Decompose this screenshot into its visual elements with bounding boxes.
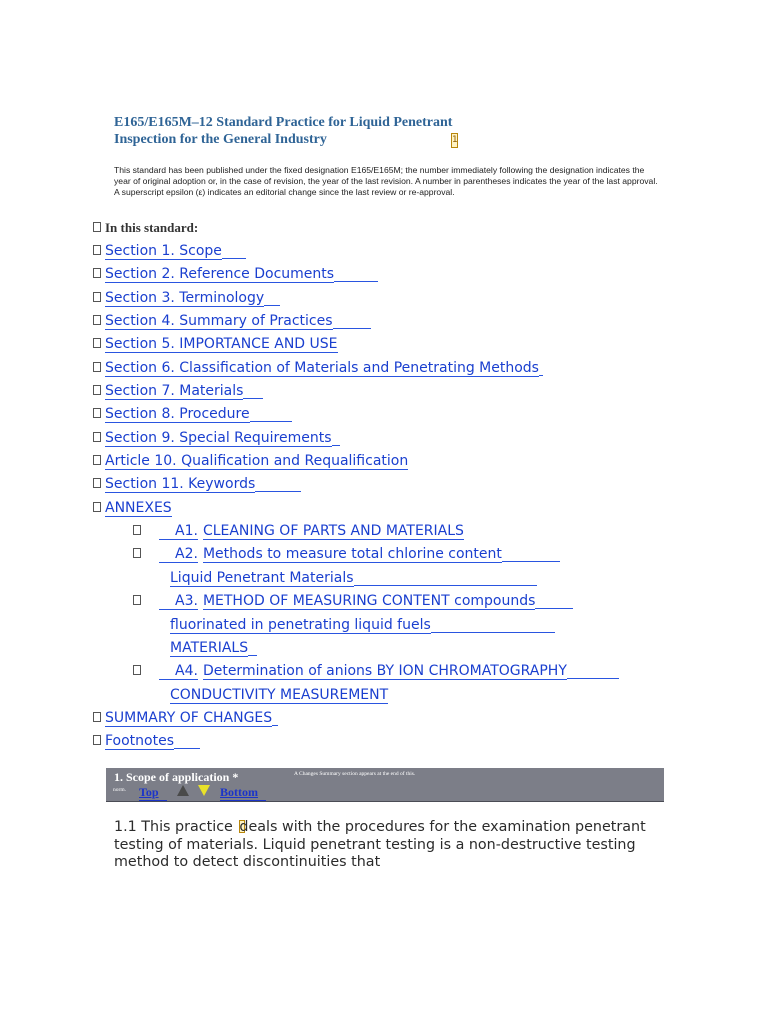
checkbox-icon <box>93 292 101 302</box>
checkbox-icon <box>93 408 101 418</box>
section-small-label: norm. <box>113 787 126 793</box>
checkbox-icon <box>93 385 101 395</box>
top-link[interactable]: Top <box>139 785 167 801</box>
annex-number[interactable]: A3. <box>159 593 198 610</box>
toc-item-section-6[interactable] <box>93 358 713 381</box>
toc-link[interactable]: Article 10. Qualification and Requalification <box>105 453 409 470</box>
toc-link[interactable]: Section 1. Scope <box>105 243 222 259</box>
toc-item-summary-of-changes[interactable] <box>93 708 713 731</box>
toc-link[interactable]: Section 6. Classification of Materials and Penetrating Methods <box>105 359 539 376</box>
checkbox-icon <box>93 222 101 232</box>
title-line-2: Inspection for the General Industry <box>114 132 327 147</box>
checkbox-icon <box>93 712 101 722</box>
toc-link[interactable]: Footnotes <box>105 733 175 750</box>
toc-item-annex-a2-cont[interactable] <box>93 568 713 591</box>
checkbox-icon <box>93 268 101 278</box>
toc-link[interactable]: Section 11. Keywords <box>105 476 256 493</box>
intro-paragraph: This standard has been published under the fixed designation E165/E165M; the number immediately following the designation indicates the year of original adoption or, in the case of revision, the year of the last revision. A number in parentheses indicates the year of the last approval. A superscript epsilon (ε) indicates an editorial change since the last review or re-approval. <box>114 165 658 197</box>
toc-link[interactable]: SUMMARY OF CHANGES <box>105 709 273 726</box>
toc-link[interactable]: Section 5. IMPORTANCE AND USE <box>105 336 338 353</box>
checkbox-icon <box>93 362 101 372</box>
checkbox-icon <box>133 595 141 605</box>
checkbox-icon <box>133 548 141 558</box>
toc-item-section-7[interactable] <box>93 381 713 404</box>
toc-link[interactable]: ANNEXES <box>105 499 172 516</box>
checkbox-icon <box>93 315 101 325</box>
toc-link[interactable]: CLEANING OF PARTS AND MATERIALS <box>202 523 464 540</box>
toc-item-annex-a3-cont[interactable] <box>93 615 713 638</box>
annex-number[interactable]: A2. <box>159 546 198 563</box>
toc-link[interactable]: Liquid Penetrant Materials <box>170 569 354 586</box>
checkbox-icon <box>93 478 101 488</box>
checkbox-icon <box>93 735 101 745</box>
toc-item-section-11[interactable] <box>93 474 713 497</box>
toc-item-annexes[interactable] <box>93 498 713 521</box>
section-title: 1. Scope of application * <box>114 770 239 784</box>
paragraph-text-start: 1.1 This practice <box>114 819 238 835</box>
toc-link[interactable]: Determination of anions BY ION CHROMATOGRAPHY <box>202 663 567 680</box>
section-note: A Changes Summary section appears at the end of this. <box>294 771 416 777</box>
toc-item-annex-a3-cont2[interactable] <box>93 638 713 661</box>
document-title <box>114 114 634 148</box>
arrow-up-icon[interactable] <box>177 785 189 796</box>
checkbox-icon <box>93 338 101 348</box>
checkbox-icon <box>93 502 101 512</box>
toc-link[interactable]: fluorinated in penetrating liquid fuels <box>170 616 431 633</box>
checkbox-icon <box>93 432 101 442</box>
toc-item-annex-a4[interactable] <box>93 661 713 684</box>
toc-item-section-9[interactable] <box>93 428 713 451</box>
toc-link[interactable]: Section 7. Materials <box>105 383 244 400</box>
toc-link[interactable]: Section 2. Reference Documents <box>105 266 335 283</box>
toc-link[interactable]: METHOD OF MEASURING CONTENT compounds <box>202 593 536 610</box>
paragraph-text-rest: deals with the procedures for the examination penetrant testing of materials. Liquid penetrant testing is a non-destructive testing method to detect discontinuities that <box>114 819 646 870</box>
checkbox-icon <box>133 525 141 535</box>
toc-item-footnotes[interactable] <box>93 731 713 754</box>
toc-item-section-5[interactable] <box>93 334 713 357</box>
toc-item-section-2[interactable] <box>93 264 713 287</box>
annex-number[interactable]: A4. <box>159 663 198 680</box>
section-header-bar <box>106 768 664 802</box>
toc-heading <box>93 219 198 236</box>
toc-link[interactable]: Section 3. Terminology <box>105 289 265 306</box>
toc-link[interactable]: MATERIALS <box>170 639 249 656</box>
annex-number[interactable]: A1. <box>159 523 198 540</box>
toc-item-annex-a3[interactable] <box>93 591 713 614</box>
toc-item-section-1[interactable] <box>93 241 713 264</box>
toc-item-section-4[interactable] <box>93 311 713 334</box>
table-of-contents <box>93 241 713 755</box>
toc-item-annex-a1[interactable] <box>93 521 713 544</box>
bookmark-icon[interactable]: 1 <box>451 133 458 148</box>
checkbox-icon <box>93 245 101 255</box>
toc-link[interactable]: Section 8. Procedure <box>105 406 250 423</box>
toc-item-annex-a2[interactable] <box>93 544 713 567</box>
arrow-down-icon[interactable] <box>198 785 210 796</box>
bottom-link[interactable]: Bottom <box>220 785 266 801</box>
toc-link[interactable]: Section 9. Special Requirements <box>105 429 332 446</box>
checkbox-icon <box>93 455 101 465</box>
toc-item-section-3[interactable] <box>93 288 713 311</box>
toc-link[interactable]: Section 4. Summary of Practices <box>105 313 333 330</box>
toc-item-article-10[interactable] <box>93 451 713 474</box>
title-line-1: E165/E165M–12 Standard Practice for Liquid Penetrant <box>114 115 453 130</box>
toc-item-section-8[interactable] <box>93 404 713 427</box>
section-1-paragraph <box>114 819 654 872</box>
toc-item-annex-a4-cont[interactable] <box>93 685 713 708</box>
checkbox-icon <box>133 665 141 675</box>
toc-link[interactable]: Methods to measure total chlorine content <box>202 546 502 563</box>
toc-link[interactable]: CONDUCTIVITY MEASUREMENT <box>170 686 389 703</box>
toc-heading-label: In this standard: <box>105 220 199 235</box>
